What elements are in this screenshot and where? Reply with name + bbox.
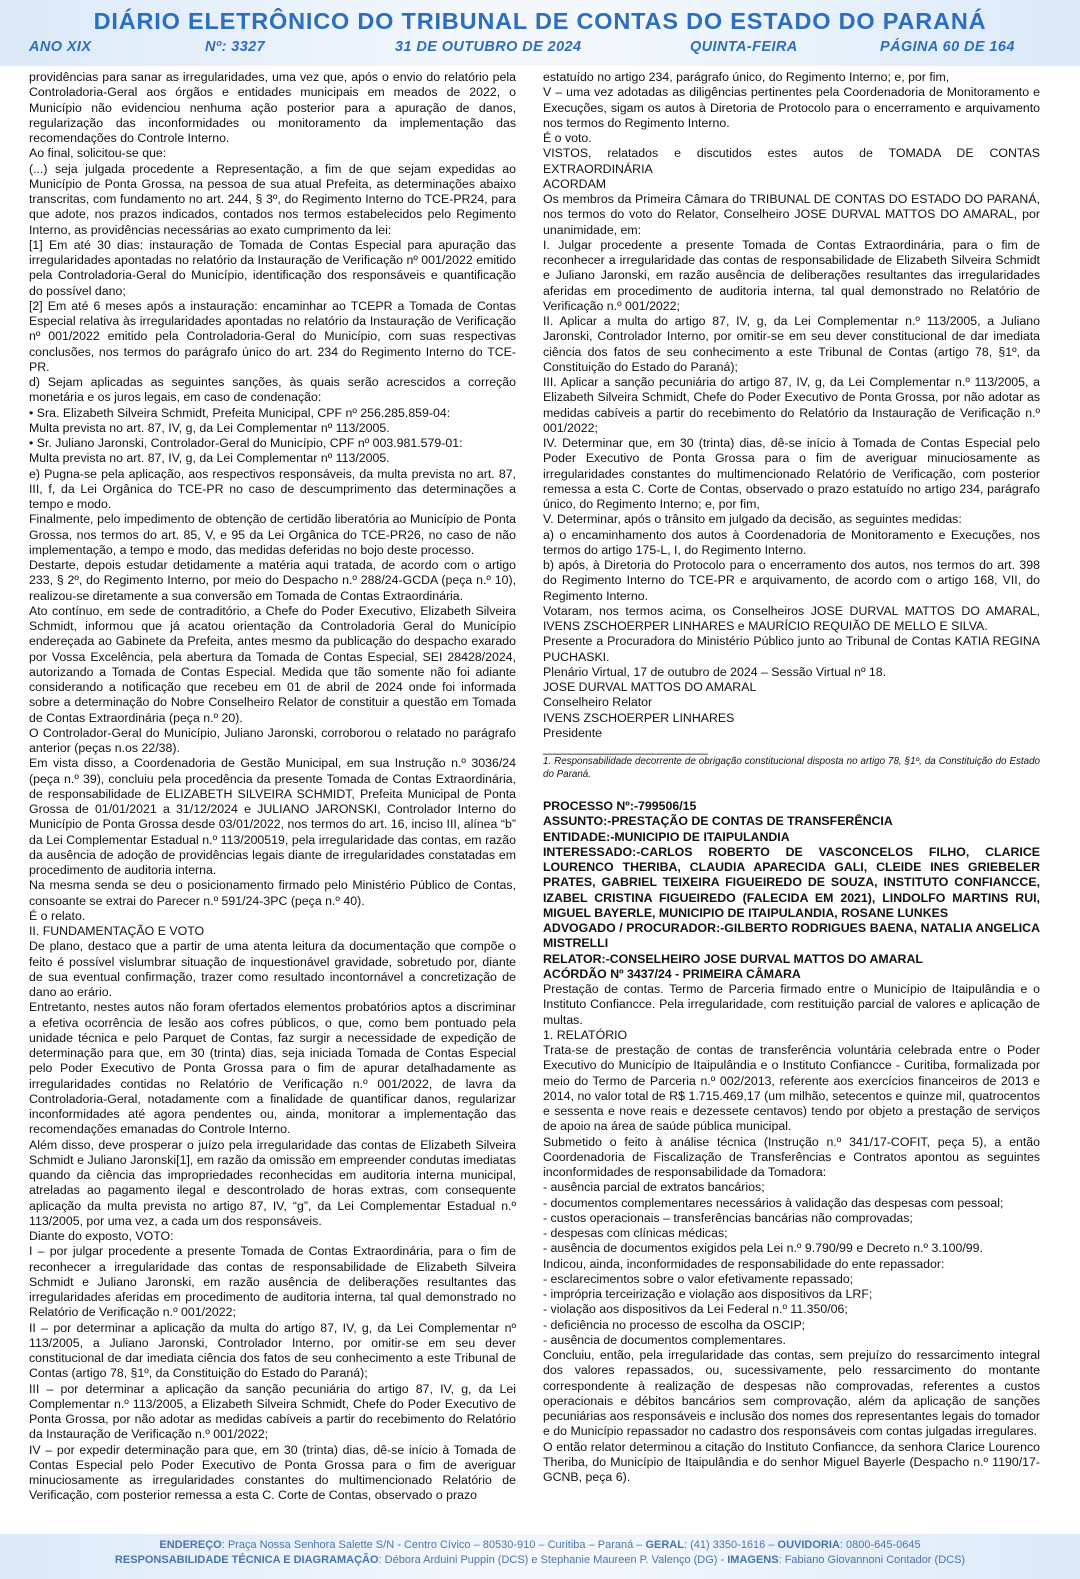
paragraph: JOSE DURVAL MATTOS DO AMARAL (543, 680, 757, 694)
paragraph: Indicou, ainda, inconformidades de responsabilidade do ente repassador: (543, 1256, 945, 1271)
paragraph: É o relato. (29, 908, 86, 923)
paragraph: Prestação de contas. Termo de Parceria firmado entre o Município de Itaipulândia e o Instituto Confiancce. Pela irregularidade, com restituição parcial de valores e aplicação de multas. (543, 982, 1040, 1027)
paragraph: De plano, destaco que a partir de uma atenta leitura da documentação que compõe o feito é possível vislumbrar situação de inquestionável gravidade, sobretudo por, diante de sua eventual confirmação, trazer como resultado incontornável a concretização de dano ao erário. (29, 939, 516, 999)
responsibility-label: RESPONSABILIDADE TÉCNICA E DIAGRAMAÇÃO (114, 1554, 379, 1566)
footnote-separator: ________________________ (543, 741, 708, 755)
images-text: : Fabiano Giovannoni Contador (DCS) (778, 1554, 966, 1566)
paragraph: [2] Em até 6 meses após a instauração: encaminhar ao TCEPR a Tomada de Contas Especial relativa às irregularidades apontadas no relatório da Instauração de Verificação nº 001/2022 emitido pela Controladoria-Geral do Município, com suas respectivas conclusões, nos termos do parágrafo único do art. 234 do Regimento Interno do TCE-PR. (29, 298, 516, 374)
paragraph: Trata-se de prestação de contas de transferência voluntária celebrada entre o Poder Executivo do Município de Itaipulândia e o Instituto Confiancce - Curitiba, formalizada por meio do Termo de Parceria n.º 002/2013, referente aos exercícios financeiros de 2013 e 2014, no valor total de R$ 1.715.469,17 (um milhão, setecentos e quinze mil, quatrocentos e sessenta e nove reais e dezessete centavos) tendo por objeto a prestação de serviços de apoio na área de saúde pública municipal. (543, 1043, 1040, 1134)
paragraph: Além disso, deve prosperar o juízo pela irregularidade das contas de Elizabeth Silveira Schmidt e Juliano Jaronski[1], em razão da omissão em empreender condutas imediatas quando da ciência das impropriedades reconhecidas em auditoria interna municipal, atreladas ao pagamento ilegal e descontrolado de horas extras, com consequente aplicação da multa prevista no artigo 87, IV, “g”, da Lei Complementar Estadual n.º 113/2005, por uma vez, a cada um dos responsáveis. (29, 1137, 516, 1228)
paragraph: Ao final, solicitou-se que: (29, 146, 167, 161)
paragraph: É o voto. (543, 131, 592, 145)
paragraph: Em vista disso, a Coordenadoria de Gestão Municipal, em sua Instrução n.º 3036/24 (peça n.º 39), concluiu pela procedência da presente Tomada de Contas Extraordinária, de responsabilidade de ELIZABETH SILVEIRA SCHMIDT, Prefeita Municipal de Ponta Grossa de 01/01/2021 a 31/12/2024 e JULIANO JARONSKI, Controlador Interno do Município de Ponta Grossa desde 03/01/2022, nos termos do art. 16, inciso III, alínea “b” da Lei Complementar Estadual n.º 113/200519, pela irregularidade das contas, em razão da ausência de adoção de providências legais diante de irregularidades constatadas em procedimento de auditoria interna. (29, 756, 516, 877)
paragraph: ACÓRDÃO Nº 3437/24 - PRIMEIRA CÂMARA (543, 966, 801, 981)
paragraph: Submetido o feito à análise técnica (Instrução n.º 341/17-COFIT, peça 5), a então Coordenadoria de Fiscalização de Transferências e Contratos apontou as seguintes inconformidades de responsabilidade da Tomadora: (543, 1134, 1040, 1179)
paragraph: (...) seja julgada procedente a Representação, a fim de que sejam expedidas ao Município de Ponta Grossa, na pessoa de sua atual Prefeita, as determinações abaixo transcritas, com fundamento no art. 244, § 3º, do Regimento Interno do TCE-PR24, para que adote, nos prazos indicados, contados nos termos estabelecidos pelo Regimento Interno, as providências necessárias ao exato cumprimento da lei: (29, 161, 516, 237)
paragraph: II. Aplicar a multa do artigo 87, IV, g, da Lei Complementar n.º 113/2005, a Juliano Jaronski, Controlador Interno, por omitir-se em seu dever constitucional de dar imediata ciência dos fatos de seu conhecimento a este Tribunal de Contas (artigo 78, §1º, da Constituição do Estado do Paraná); (543, 314, 1040, 374)
paragraph: IV. Determinar que, em 30 (trinta) dias, dê-se início à Tomada de Contas Especial pelo Poder Executivo de Ponta Grossa para o fim de averiguar minuciosamente as irregularidades constantes do multimencionado Relatório de Verificação, com posterior remessa a esta C. Corte de Contas, observado o prazo estatuído no artigo 234, parágrafo único, do Regimento Interno; e, por fim, (543, 436, 1040, 511)
paragraph: - esclarecimentos sobre o valor efetivamente repassado; (543, 1271, 854, 1286)
paragraph: estatuído no artigo 234, parágrafo único, do Regimento Interno; e, por fim, (543, 70, 950, 84)
paragraph: Diante do exposto, VOTO: (29, 1229, 174, 1243)
paragraph: Os membros da Primeira Câmara do TRIBUNAL DE CONTAS DO ESTADO DO PARANÁ, nos termos do voto do Relator, Conselheiro JOSE DURVAL MATTOS DO AMARAL, por unanimidade, em: (543, 192, 1040, 237)
ouvidoria-phone: : 0800-645-0645 (839, 1539, 921, 1551)
paragraph: - imprópria terceirização e violação aos dispositivos da LRF; (543, 1287, 873, 1301)
paragraph: Ato contínuo, em sede de contraditório, a Chefe do Poder Executivo, Elizabeth Silveira Schmidt, informou que já acatou orientação da Controladoria Geral do Município endereçada ao Gabinete da Prefeita, antes mesmo da publicação do despacho exarado por Vossa Excelência, pela abertura da Tomada de Contas Especial, SEI 28428/2024, autorizando a Tomada de Contas Especial. Medida que tão somente não foi adiante considerando a notificação que recebeu em 01 de abril de 2024 onde foi informada sobre a determinação do Nobre Conselheiro Relator de constituir a questão em Tomada de Contas Extraordinária (peça n.º 20). (29, 603, 516, 725)
address-text: : Praça Nossa Senhora Salette S/N - Centro Cívico – 80530-910 – Curitiba – Paraná – (221, 1539, 646, 1551)
paragraph: e) Pugna-se pela aplicação, aos respectivos responsáveis, da multa prevista no art. 87, III, f, da Lei Orgânica do TCE-PR no caso de descumprimento das determinações a tempo e modo. (29, 466, 516, 511)
ouvidoria-label: OUVIDORIA (777, 1539, 840, 1551)
paragraph: Entretanto, nestes autos não foram ofertados elementos probatórios aptos a discriminar a efetiva ocorrência de lesão aos cofres públicos, o que, como bem pontuado pela unidade técnica e pelo Parquet de Contas, faz surgir a necessidade de expedição de determinação para que, em 30 (trinta) dias, seja iniciada Tomada de Contas Especial pelo Poder Executivo de Ponta Grossa para o fim de apurar detalhadamente as irregularidades contidas no Relatório de Verificação n.º 001/2022, de lavra da Controladoria-Geral, notadamente com a finalidade de quantificar danos, regularizar inconformidades até agora pendentes ou, ainda, monitorar a implementação das recomendações emanadas do Controle Interno. (29, 1000, 516, 1137)
paragraph: Presente a Procuradora do Ministério Público junto ao Tribunal de Contas KATIA REGINA PUCHASKI. (543, 634, 1040, 664)
paragraph: - ausência de documentos exigidos pela Lei n.º 9.790/99 e Decreto n.º 3.100/99. (543, 1241, 983, 1256)
paragraph: Finalmente, pelo impedimento de obtenção de certidão liberatória ao Município de Ponta Grossa, nos termos do art. 85, V, e 95 da Lei Orgânica do TCE-PR26, no caso de não implementação, a tempo e modo, das medidas deferidas no bojo deste processo. (29, 512, 516, 557)
footer-contact-line (0, 1538, 1080, 1553)
edition-date: 31 DE OUTUBRO DE 2024 (395, 39, 582, 55)
left-column (29, 70, 516, 1504)
paragraph: O Controlador-Geral do Município, Juliano Jaronski, corroborou o relatado no parágrafo anterior (peças n.os 22/38). (29, 725, 516, 755)
paragraph: providências para sanar as irregularidades, uma vez que, após o envio do relatório pela Controladoria-Geral aos órgãos e entidades municipais em meados de 2022, o Município não evidenciou nenhuma ação posterior para a apuração de danos, regularização das inconformidades ou monitoramento da implementação das recomendações do Controle Interno. (29, 70, 516, 145)
paragraph: • Sra. Elizabeth Silveira Schmidt, Prefeita Municipal, CPF nº 256.285.859-04: (29, 405, 451, 420)
paragraph: Multa prevista no art. 87, IV, g, da Lei Complementar nº 113/2005. (29, 420, 390, 435)
page-number: PÁGINA 60 DE 164 (880, 39, 1015, 55)
paragraph: I. Julgar procedente a presente Tomada de Contas Extraordinária, para o fim de reconhecer a irregularidade das contas de responsabilidade de Elizabeth Silveira Schmidt e Juliano Jaronski, em razão ausência de deliberações resultantes das irregularidades aferidas em procedimento de auditoria interna, tal qual demonstrado no Relatório de Verificação n.º 001/2022; (543, 237, 1040, 313)
paragraph: - despesas com clínicas médicas; (543, 1226, 728, 1240)
page-footer (0, 1534, 1080, 1579)
paragraph: ACORDAM (543, 176, 607, 191)
edition-year: ANO XIX (29, 39, 92, 55)
paragraph: d) Sejam aplicadas as seguintes sanções, às quais serão acrescidos a correção monetária e os juros legais, em caso de condenação: (29, 375, 516, 405)
paragraph: Conselheiro Relator (543, 695, 653, 710)
paragraph: I – por julgar procedente a presente Tomada de Contas Extraordinária, para o fim de reconhecer a irregularidade das contas de responsabilidade de Elizabeth Silveira Schmidt e Juliano Jaronski, em razão ausência de deliberações resultantes das irregularidades aferidas em procedimento de auditoria interna, tal qual demonstrado no Relatório de Verificação n.º 001/2022; (29, 1244, 516, 1320)
edition-number: Nº: 3327 (205, 39, 266, 55)
paragraph: Presidente (543, 725, 603, 740)
paragraph: - deficiência no processo de escolha da OSCIP; (543, 1317, 806, 1332)
footer-credits-line (0, 1553, 1080, 1568)
right-column (543, 70, 1040, 1485)
paragraph: - custos operacionais – transferências bancárias não comprovadas; (543, 1210, 913, 1225)
right-column-section-b (543, 982, 1040, 1485)
paragraph: - ausência parcial de extratos bancários; (543, 1180, 765, 1195)
paragraph: Destarte, depois estudar detidamente a matéria aqui tratada, de acordo com o artigo 233, § 2º, do Regimento Interno, por meio do Despacho n.º 288/24-GCDA (peça n.º 10), realizou-se diretamente a sua conversão em Tomada de Contas Extraordinária. (29, 558, 516, 603)
paragraph: INTERESSADO:-CARLOS ROBERTO DE VASCONCELOS FILHO, CLARICE LOURENCO THERIBA, CLAUDIA APARECIDA GALI, CLEIDE INES GRIEBELER PRATES, GABRIEL TEIXEIRA FIGUEIREDO DE SOUZA, INSTITUTO CONFIANCCE, IZABEL CRISTINA FIGUEIREDO (FALECIDA EM 2021), LINDOLFO MARTINS RUI, MIGUEL BAYERLE, MUNICIPIO DE ITAIPULANDIA, ROSANE LUNKES (543, 844, 1040, 920)
paragraph: 1. RELATÓRIO (543, 1027, 628, 1042)
responsibility-text: : Débora Arduini Puppin (DCS) e Stephanie Maureen P. Valenço (DG) - (378, 1554, 728, 1566)
paragraph: II. FUNDAMENTAÇÃO E VOTO (29, 924, 205, 938)
journal-title: DIÁRIO ELETRÔNICO DO TRIBUNAL DE CONTAS DO ESTADO DO PARANÁ (93, 8, 987, 34)
address-label: ENDEREÇO (159, 1539, 222, 1551)
footnote: 1. Responsabilidade decorrente de obrigação constitucional disposta no artigo 78, §1º, da Constituição do Estado do Paraná. (543, 756, 1040, 780)
spacer (543, 781, 1040, 799)
paragraph: II – por determinar a aplicação da multa do artigo 87, IV, g, da Lei Complementar nº 113/2005, a Juliano Jaronski, Controlador Interno, por omitir-se em seu dever constitucional de dar imediata ciência dos fatos de seu conhecimento a este Tribunal de Contas (artigo 78, §1º, da Constituição do Estado do Paraná); (29, 1320, 516, 1381)
process-header (543, 799, 1040, 982)
paragraph: - documentos complementares necessários à validação das despesas com pessoal; (543, 1195, 1004, 1210)
paragraph: b) após, à Diretoria do Protocolo para o encerramento dos autos, nos termos do art. 398 do Regimento Interno do TCE-PR e arquivamento, de acordo com o artigo 168, VII, do Regimento Interno. (543, 558, 1040, 603)
paragraph: V – uma vez adotadas as diligências pertinentes pela Coordenadoria de Monitoramento e Execuções, sigam os autos à Diretoria de Protocolo para o encerramento e arquivamento nos termos do Regimento Interno. (543, 85, 1040, 130)
paragraph: ASSUNTO:-PRESTAÇÃO DE CONTAS DE TRANSFERÊNCIA (543, 814, 893, 829)
geral-label: GERAL (645, 1539, 684, 1551)
paragraph: RELATOR:-CONSELHEIRO JOSE DURVAL MATTOS DO AMARAL (543, 951, 923, 966)
paragraph: IV – por expedir determinação para que, em 30 (trinta) dias, dê-se início à Tomada de Contas Especial pelo Poder Executivo de Ponta Grossa para o fim de averiguar minuciosamente as irregularidades constantes do multimencionado Relatório de Verificação, com posterior remessa a esta C. Corte de Contas, observado o prazo (29, 1442, 516, 1503)
paragraph: V. Determinar, após o trânsito em julgado da decisão, as seguintes medidas: (543, 512, 962, 527)
paragraph: a) o encaminhamento dos autos à Coordenadoria de Monitoramento e Execuções, nos termos do artigo 175-L, I, do Regimento Interno. (543, 527, 1040, 557)
paragraph: Multa prevista no art. 87, IV, g, da Lei Complementar nº 113/2005. (29, 451, 390, 466)
images-label: IMAGENS (727, 1554, 779, 1566)
edition-weekday: QUINTA-FEIRA (690, 39, 798, 55)
geral-phone: : (41) 3350-1616 – (683, 1539, 778, 1551)
paragraph: Votaram, nos termos acima, os Conselheiros JOSE DURVAL MATTOS DO AMARAL, IVENS ZSCHOERPER LINHARES e MAURÍCIO REQUIÃO DE MELLO E SILVA. (543, 603, 1040, 633)
paragraph: O então relator determinou a citação do Instituto Confiancce, da senhora Clarice Lourenco Theriba, do Município de Itaipulândia e do senhor Miguel Bayerle (Despacho n.º 1190/17-GCNB, peça 6). (543, 1439, 1040, 1484)
paragraph: ADVOGADO / PROCURADOR:-GILBERTO RODRIGUES BAENA, NATALIA ANGELICA MISTRELLI (543, 921, 1040, 951)
paragraph: - violação aos dispositivos da Lei Federal n.º 11.350/06; (543, 1302, 848, 1317)
paragraph: VISTOS, relatados e discutidos estes autos de TOMADA DE CONTAS EXTRAORDINÁRIA (543, 146, 1040, 176)
paragraph: Concluiu, então, pela irregularidade das contas, sem prejuízo do ressarcimento integral dos valores repassados, ou, sucessivamente, pelo ressarcimento do montante correspondente à realização de despesas não comprovadas, referentes a custos operacionais e débitos bancários sem comprovação, além da aplicação de sanções pecuniárias aos responsáveis e inclusão dos nomes dos representantes legais do tomador e do Município repassador no cadastro dos responsáveis com contas julgadas irregulares. (543, 1348, 1040, 1439)
paragraph: Plenário Virtual, 17 de outubro de 2024 – Sessão Virtual nº 18. (543, 664, 887, 679)
paragraph: [1] Em até 30 dias: instauração de Tomada de Contas Especial para apuração das irregularidades apontadas no relatório da Instauração de Verificação nº 001/2022 emitido pela Controladoria-Geral do Município, identificação dos responsáveis e quantificação do possível dano; (29, 237, 516, 298)
right-column-section-a (543, 70, 1040, 741)
page-header (0, 0, 1080, 66)
paragraph: PROCESSO Nº:-799506/15 (543, 799, 697, 813)
paragraph: - ausência de documentos complementares. (543, 1332, 786, 1347)
paragraph: III. Aplicar a sanção pecuniária do artigo 87, IV, g, da Lei Complementar n.º 113/2005, a Elizabeth Silveira Schmidt, Chefe do Poder Executivo de Ponta Grossa, por não adotar as medidas cabíveis a partir do recebimento do Relatório da Instauração de Verificação n.º 001/2022; (543, 375, 1040, 435)
paragraph: ENTIDADE:-MUNICIPIO DE ITAIPULANDIA (543, 829, 790, 844)
paragraph: Na mesma senda se deu o posicionamento firmado pelo Ministério Público de Contas, consoante se extrai do Parecer n.º 591/24-3PC (peça n.º 40). (29, 878, 516, 908)
paragraph: • Sr. Juliano Jaronski, Controlador-Geral do Município, CPF nº 003.981.579-01: (29, 436, 463, 450)
paragraph: IVENS ZSCHOERPER LINHARES (543, 710, 735, 725)
paragraph: III – por determinar a aplicação da sanção pecuniária do artigo 87, IV, g, da Lei Complementar n.º 113/2005, a Elizabeth Silveira Schmidt, Chefe do Poder Executivo de Ponta Grossa, por não adotar as medidas cabíveis a partir do recebimento do Relatório da Instauração de Verificação n.º 001/2022; (29, 1381, 516, 1442)
